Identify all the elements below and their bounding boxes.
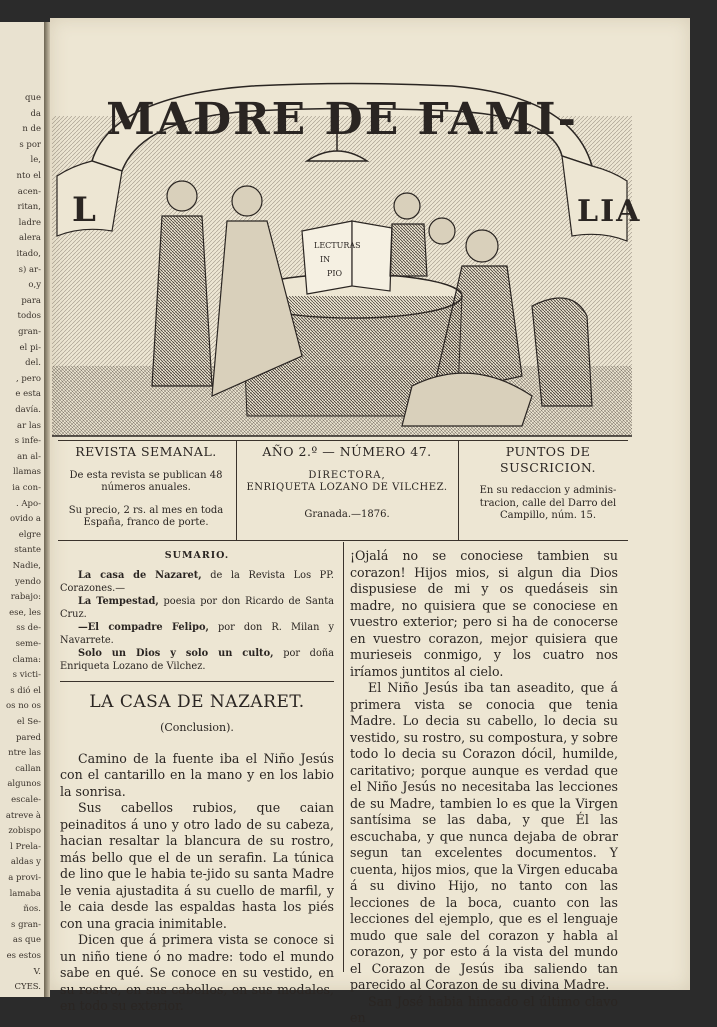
issue-number: AÑO 2.º — NÚMERO 47. bbox=[262, 444, 432, 459]
facing-page-fragment: . Apo- bbox=[16, 498, 41, 509]
facing-page-fragment: lamaba bbox=[9, 888, 41, 899]
svg-text:LECTURAS: LECTURAS bbox=[314, 241, 361, 250]
facing-page-fragment: aldas y bbox=[10, 857, 41, 868]
sumario-item bbox=[60, 647, 334, 673]
column-divider bbox=[343, 542, 344, 972]
sumario-item bbox=[60, 595, 334, 621]
header-center bbox=[240, 444, 454, 521]
sumario-item bbox=[60, 621, 334, 647]
article-paragraph: Camino de la fuente iba el Niño Jesús con el cantarillo en la mano y en los labio la sonrisa. bbox=[60, 750, 334, 799]
article-title: LA CASA DE NAZARET. bbox=[89, 691, 305, 712]
director-name: ENRIQUETA LOZANO DE VILCHEZ. bbox=[246, 482, 448, 494]
header-left-line2: Su precio, 2 rs. al mes en toda España, franco de porte. bbox=[68, 504, 224, 529]
rule-vertical bbox=[458, 440, 459, 540]
facing-page-fragment: V. bbox=[33, 966, 41, 977]
article-left-text bbox=[60, 751, 334, 1015]
sumario-item-title: Solo un Dios y solo un culto, bbox=[78, 647, 274, 659]
facing-page-fragment: CYES. bbox=[14, 982, 41, 993]
left-column bbox=[60, 548, 334, 1015]
facing-page-fragment: que bbox=[25, 93, 41, 103]
facing-page-fragment: os no os bbox=[6, 701, 41, 712]
masthead-title-right-fragment: LIA bbox=[577, 194, 642, 229]
facing-page-fragment: alera bbox=[19, 233, 41, 244]
facing-page-fragment: l Prela- bbox=[10, 841, 41, 852]
facing-page-fragment: s victi- bbox=[12, 670, 41, 681]
facing-page-fragment: para bbox=[21, 295, 41, 306]
sumario-item bbox=[60, 569, 334, 595]
director-label: DIRECTORA, bbox=[308, 469, 386, 481]
facing-page-fragment: rabajo: bbox=[10, 592, 41, 603]
rule-header-bottom bbox=[58, 540, 628, 541]
sumario-item-rest: de la Revista Los PP. Corazones.— bbox=[60, 569, 334, 594]
header-left-caption: REVISTA SEMANAL. bbox=[75, 444, 217, 459]
rule-top bbox=[58, 440, 628, 441]
facing-page-fragment: pared bbox=[15, 732, 41, 743]
rule-vertical bbox=[236, 440, 237, 540]
facing-page-fragment: itado, bbox=[16, 249, 41, 259]
facing-page-fragment: elgre bbox=[18, 529, 41, 540]
facing-page-fragment: n de bbox=[22, 124, 41, 135]
masthead-title-left-fragment: L bbox=[72, 190, 98, 230]
facing-page-fragment: seme- bbox=[15, 639, 41, 649]
facing-page-fragment: llamas bbox=[13, 467, 41, 478]
sumario-item-rest: poesia por don Ricardo de Santa Cruz. bbox=[60, 595, 334, 620]
header-left-line1: De esta revista se publican 48 números anuales. bbox=[69, 469, 223, 494]
facing-page-fragment: el pi- bbox=[19, 342, 41, 353]
facing-page-fragment: acen- bbox=[17, 186, 41, 197]
header-right bbox=[462, 444, 634, 523]
facing-page-fragment: as que bbox=[12, 935, 41, 946]
facing-page-fragment: s gran- bbox=[11, 919, 41, 930]
article-paragraph: Sus cabellos rubios, que caian peinaditos á uno y otro lado de su cabeza, hacian resaltar la blancura de su rostro, más bello que el de un serafin. La túnica de lino que le habia te-jido su santa Madre le venia ajustadita á su cuello de marfil, y le caia desde las espaldas hasta los piés con una gracia inimitable. bbox=[60, 800, 334, 931]
sumario-item-title: La Tempestad, bbox=[78, 595, 159, 607]
facing-page-fragment: ovido a bbox=[10, 514, 41, 525]
facing-page-fragment: stante bbox=[14, 545, 41, 556]
facing-page-fragment: e esta bbox=[15, 389, 41, 400]
facing-page-fragment: ar las bbox=[17, 420, 41, 431]
facing-page-fragment: callan bbox=[15, 763, 41, 774]
place-date: Granada.—1876. bbox=[304, 508, 390, 520]
facing-page-fragment: ladre bbox=[18, 217, 41, 228]
facing-page-fragment: davía. bbox=[15, 405, 41, 415]
facing-page-fragment: ntre las bbox=[8, 748, 41, 759]
facing-page-fragment: ños. bbox=[23, 904, 41, 915]
facing-page-fragment: todos bbox=[17, 311, 41, 322]
sumario-item-rest: por don R. Milan y Navarrete. bbox=[60, 621, 334, 646]
header-right-caption: PUNTOS DE SUSCRICION. bbox=[500, 444, 596, 475]
facing-page-fragment: s por bbox=[19, 139, 41, 150]
article-subtitle: (Conclusion). bbox=[160, 721, 234, 734]
facing-page-fragment: o,y bbox=[28, 280, 41, 291]
masthead-title: MADRE DE FAMI- bbox=[106, 94, 578, 145]
facing-page-fragment: es estos bbox=[6, 951, 41, 961]
sumario-item-title: La casa de Nazaret, bbox=[78, 569, 202, 581]
book-illustration bbox=[302, 221, 392, 294]
masthead-illustration bbox=[52, 56, 642, 441]
sumario-item-title: —El compadre Felipo, bbox=[78, 621, 209, 633]
sumario-title: SUMARIO. bbox=[164, 550, 230, 561]
facing-page-fragment: , pero bbox=[15, 373, 41, 384]
rule-sumario bbox=[60, 681, 334, 682]
facing-page-fragment: escale- bbox=[11, 795, 41, 805]
svg-text:PIO: PIO bbox=[327, 269, 343, 278]
header-right-line1: En su redaccion y adminis- tracion, calle del Darro del Campillo, núm. 15. bbox=[479, 485, 617, 522]
facing-page bbox=[0, 22, 46, 997]
facing-page-fragment: an al- bbox=[17, 451, 41, 462]
facing-page-fragment: da bbox=[30, 108, 41, 119]
facing-page-fragment: a provi- bbox=[8, 873, 41, 883]
article-paragraph: San José habia hincado el último clavo en bbox=[350, 993, 618, 1025]
facing-page-fragment: ia con- bbox=[12, 483, 41, 493]
facing-page-fragment: algunos bbox=[7, 779, 41, 790]
sumario-list bbox=[60, 569, 334, 673]
facing-page-fragment: gran- bbox=[18, 327, 41, 337]
facing-page-fragment: del. bbox=[25, 358, 41, 369]
facing-page-fragment: ritan, bbox=[17, 202, 41, 213]
facing-page-fragment: ss de- bbox=[16, 623, 41, 634]
article-paragraph: El Niño Jesús iba tan aseadito, que á primera vista se conocia que tenia Madre. Lo decia su cabello, lo decia su vestido, su rostro, su compostura, y sobre todo lo decia su Corazon dócil, humilde, caritativo; porque aunque es verdad que el Niño Jesús no necesitaba las lecciones de su Madre, tambien lo es que la Virgen santísima se las daba, y que Él las escuchaba, y que nunca dejaba de obrar segun tan excelentes documentos. Y cuenta, hijos mios, que la Virgen educaba á su divino Hijo, no tanto con las lecciones de la boca, cuanto con las lecciones del ejemplo, que es el lenguaje mudo que sale del corazon y habla al corazon, y por esto á la vista del mundo el Corazon de Jesús iba saliendo tan parecido al Corazon de su divina Madre. bbox=[350, 680, 618, 992]
facing-page-fragment: el Se- bbox=[16, 717, 41, 727]
facing-page-fragment: yendo bbox=[15, 576, 41, 587]
article-paragraph: ¡Ojalá no se conociese tambien su corazon! Hijos mios, si algun dia Dios dispusiese de mi y os quedáseis sin madre, no quisiera que se conociese en vuestro exterior; pero si ha de conocerse en vuestro corazon, mejor quisiera que murieseis conmigo, y los cuatro nos iríamos juntitos al cielo. bbox=[350, 548, 618, 679]
newspaper-page bbox=[50, 18, 690, 1025]
facing-page-fragment: le, bbox=[30, 155, 41, 166]
facing-page-fragment: nto el bbox=[16, 171, 41, 181]
facing-page-fragment: s dió el bbox=[10, 685, 41, 696]
facing-page-fragment: clama: bbox=[12, 654, 41, 665]
article-right-text bbox=[350, 548, 618, 1027]
masthead-engraving bbox=[52, 56, 642, 441]
facing-page-fragment: atreve à bbox=[5, 810, 41, 821]
facing-page-fragment: Nadie, bbox=[12, 561, 41, 571]
facing-page-fragment: s infe- bbox=[14, 436, 41, 447]
sumario-item-rest: por doña Enriqueta Lozano de Vilchez. bbox=[60, 647, 335, 672]
right-column bbox=[350, 548, 618, 1027]
header-left bbox=[60, 444, 232, 530]
facing-page-fragment: ese, les bbox=[9, 607, 41, 618]
svg-text:IN: IN bbox=[320, 255, 331, 264]
article-paragraph: Dicen que á primera vista se conoce si un niño tiene ó no madre: todo el mundo sabe en qué. Se conoce en su vestido, en su rostro, en sus cabellos, en sus modales, en todo su exterior. bbox=[60, 932, 334, 1013]
facing-page-fragment: s) ar- bbox=[18, 264, 41, 275]
facing-page-fragment: zobispo bbox=[8, 826, 41, 837]
